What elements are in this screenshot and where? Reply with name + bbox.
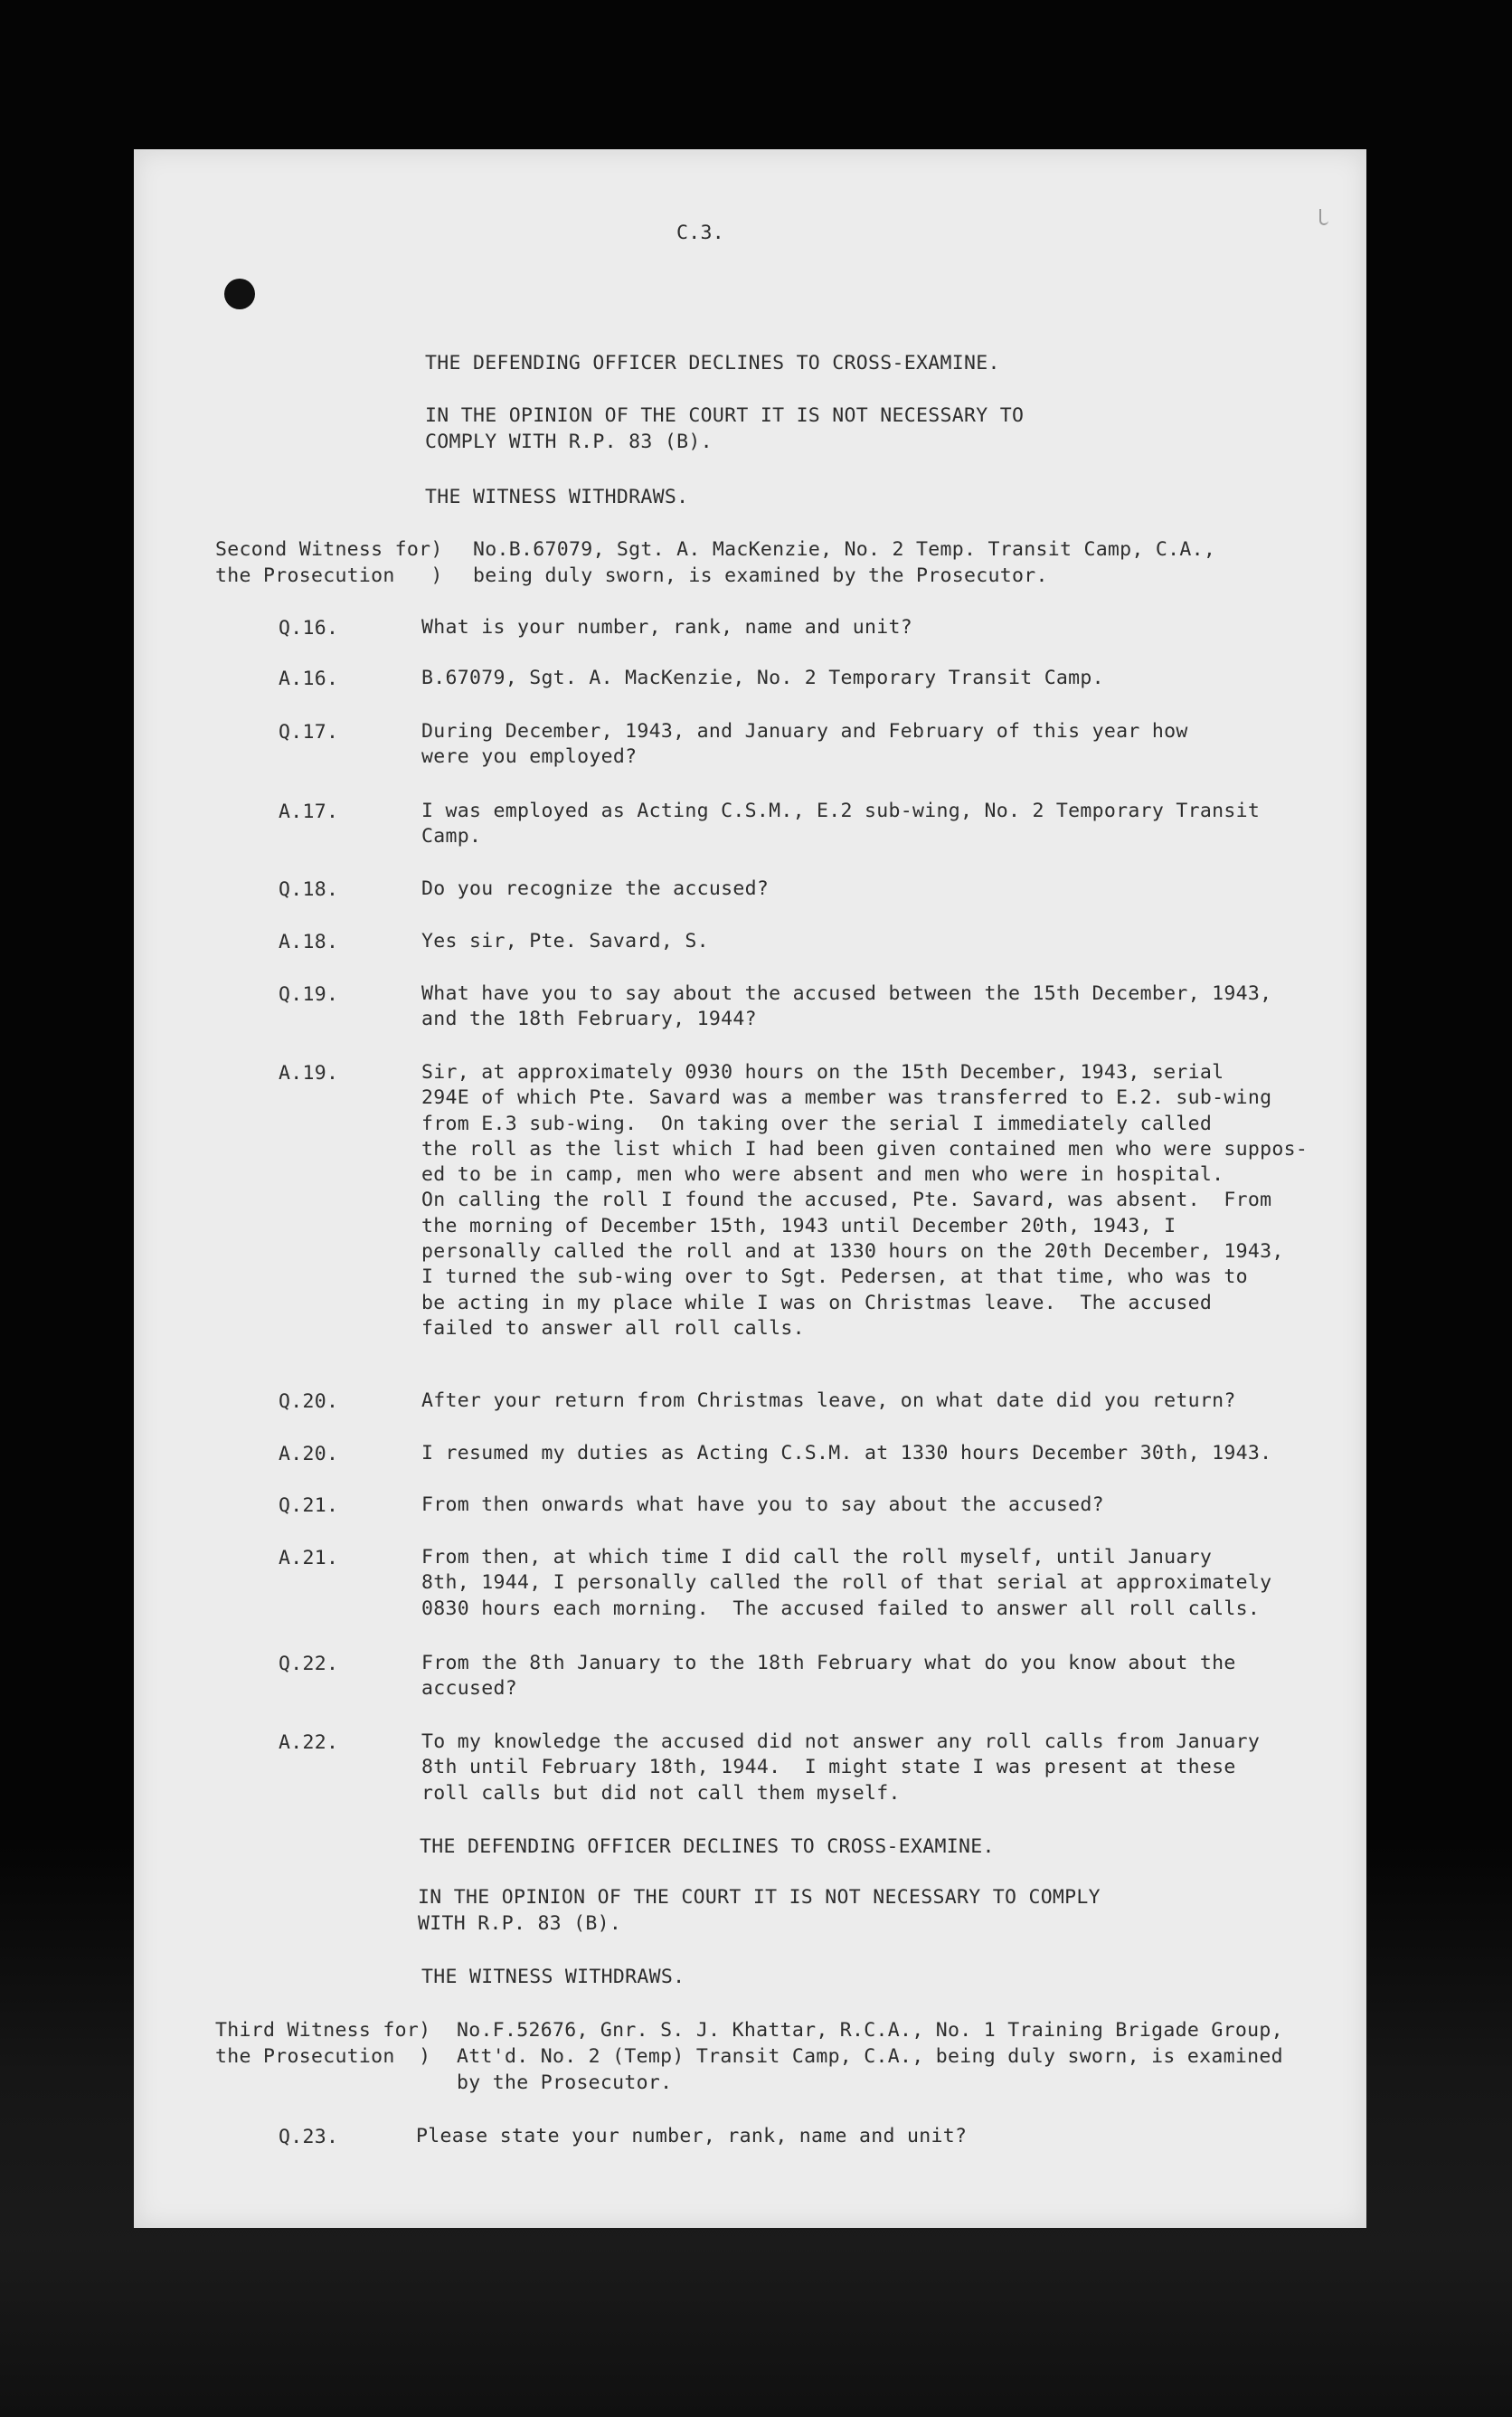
page-corner-mark	[1319, 209, 1328, 225]
qa-label: A.16.	[279, 668, 339, 690]
qa-text: I resumed my duties as Acting C.S.M. at 1330 hours December 30th, 1943.	[421, 1442, 1272, 1464]
defending-officer-declines: THE DEFENDING OFFICER DECLINES TO CROSS-EXAMINE.	[420, 1835, 995, 1858]
witness-label: Third Witness for) the Prosecution )	[215, 2019, 431, 2068]
qa-label: A.19.	[279, 1062, 339, 1085]
qa-text: After your return from Christmas leave, on what date did you return?	[421, 1389, 1236, 1412]
qa-text: I was employed as Acting C.S.M., E.2 sub-wing, No. 2 Temporary Transit Camp.	[421, 800, 1261, 848]
defending-officer-declines: THE DEFENDING OFFICER DECLINES TO CROSS-EXAMINE.	[425, 352, 1000, 374]
qa-text: Yes sir, Pte. Savard, S.	[421, 930, 709, 953]
qa-text: From then, at which time I did call the roll myself, until January 8th, 1944, I personally called the roll of that serial at approximately 0830 hours each morning. The accused failed to answer all roll calls.	[421, 1546, 1272, 1620]
court-opinion: IN THE OPINION OF THE COURT IT IS NOT NECESSARY TO COMPLY WITH R.P. 83 (B).	[418, 1886, 1101, 1935]
qa-label: Q.20.	[279, 1390, 339, 1413]
qa-label: A.22.	[279, 1731, 339, 1754]
qa-label: A.18.	[279, 931, 339, 953]
qa-label: A.21.	[279, 1547, 339, 1569]
qa-label: A.20.	[279, 1443, 339, 1465]
court-opinion: IN THE OPINION OF THE COURT IT IS NOT NECESSARY TO COMPLY WITH R.P. 83 (B).	[425, 404, 1025, 453]
qa-text: What is your number, rank, name and unit?	[421, 616, 913, 639]
qa-label: Q.22.	[279, 1653, 339, 1675]
qa-label: Q.19.	[279, 983, 339, 1006]
witness-withdraws: THE WITNESS WITHDRAWS.	[425, 486, 689, 508]
qa-text: B.67079, Sgt. A. MacKenzie, No. 2 Temporary Transit Camp.	[421, 667, 1104, 689]
qa-label: Q.18.	[279, 878, 339, 901]
qa-text: To my knowledge the accused did not answer any roll calls from January 8th until February 18th, 1944. I might state I was present at these roll calls but did not call them myself.	[421, 1730, 1261, 1805]
qa-label: A.17.	[279, 801, 339, 823]
qa-text: Please state your number, rank, name and unit?	[416, 2125, 968, 2147]
document-page	[134, 149, 1366, 2228]
qa-text: Do you recognize the accused?	[421, 877, 770, 900]
punch-hole	[224, 279, 255, 309]
qa-text: From the 8th January to the 18th February what do you know about the accused?	[421, 1652, 1236, 1701]
qa-label: Q.23.	[279, 2126, 339, 2148]
page-number: C.3.	[676, 222, 724, 244]
witness-withdraws: THE WITNESS WITHDRAWS.	[421, 1966, 685, 1988]
qa-label: Q.21.	[279, 1494, 339, 1517]
witness-label: Second Witness for) the Prosecution )	[215, 538, 443, 587]
qa-text: During December, 1943, and January and February of this year how were you employed?	[421, 720, 1188, 769]
witness-intro: No.B.67079, Sgt. A. MacKenzie, No. 2 Temp. Transit Camp, C.A., being duly sworn, is examined by the Prosecutor.	[473, 538, 1216, 587]
qa-label: Q.16.	[279, 617, 339, 640]
qa-text: From then onwards what have you to say about the accused?	[421, 1493, 1104, 1516]
qa-label: Q.17.	[279, 721, 339, 744]
qa-text: What have you to say about the accused between the 15th December, 1943, and the 18th February, 1944?	[421, 982, 1272, 1031]
qa-text: Sir, at approximately 0930 hours on the 15th December, 1943, serial 294E of which Pte. Savard was a member was transferred to E.2. sub-wing from E.3 sub-wing. On taking over the serial I immediately called the roll as the list which I had been given contained men who were suppos- ed to be in camp, men who were absent and men who were in hospital. On calling the roll I found the accused, Pte. Savard, was absent. From the morning of December 15th, 1943 until December 20th, 1943, I personally called the roll and at 1330 hours on the 20th December, 1943, I turned the sub-wing over to Sgt. Pedersen, at that time, who was to be acting in my place while I was on Christmas leave. The accused failed to answer all roll calls.	[421, 1061, 1309, 1340]
witness-intro: No.F.52676, Gnr. S. J. Khattar, R.C.A., No. 1 Training Brigade Group, Att'd. No. 2 (Temp) Transit Camp, C.A., being duly sworn, is examined by the Prosecutor.	[457, 2019, 1283, 2094]
